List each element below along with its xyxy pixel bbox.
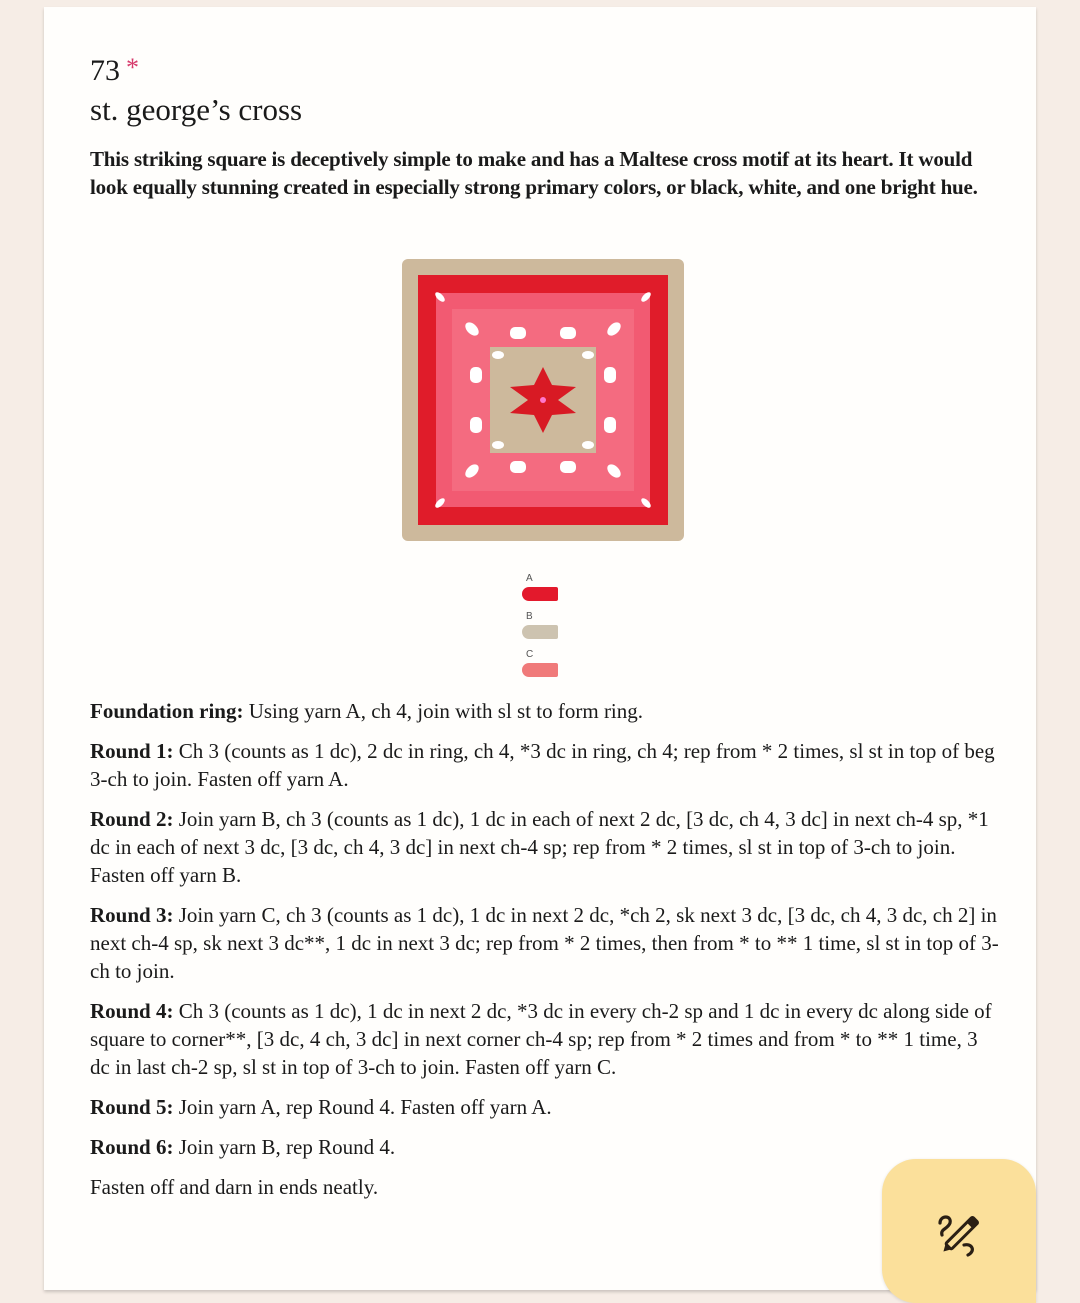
yarn-color-legend	[520, 573, 560, 687]
instruction-text: Ch 3 (counts as 1 dc), 1 dc in next 2 dc, *3 dc in every ch-2 sp and 1 dc in every dc along side of square to corner**, [3 dc, 4 ch, 3 dc] in next corner ch-4 sp; rep from * 2 times and from * to ** 1 time, 3 dc in last ch-2 sp, sl st in top of 3-ch to join. Fasten off yarn C.	[90, 999, 992, 1079]
instruction-round-5	[90, 1093, 1000, 1121]
instruction-label: Round 4:	[90, 999, 174, 1023]
instruction-round-2	[90, 805, 1000, 889]
yarn-c-label: C	[526, 649, 534, 660]
document-page	[44, 7, 1036, 1290]
crochet-square-photo	[400, 257, 686, 543]
yarn-b-swatch	[522, 625, 558, 639]
yarn-a-label: A	[526, 573, 533, 584]
instruction-label: Round 5:	[90, 1095, 174, 1119]
pattern-number-line	[90, 53, 139, 90]
instruction-text: Ch 3 (counts as 1 dc), 2 dc in ring, ch 4, *3 dc in ring, ch 4; rep from * 2 times, sl st in top of beg 3-ch to join. Fasten off yarn A.	[90, 739, 995, 791]
pattern-intro: This striking square is deceptively simple to make and has a Maltese cross motif at its heart. It would look equally stunning created in especially strong primary colors, or black, white, and one bright hue.	[90, 147, 978, 199]
draw-annotate-button[interactable]	[882, 1159, 1036, 1303]
instruction-foundation	[90, 697, 1000, 725]
instruction-round-6	[90, 1133, 1000, 1161]
draw-pen-icon	[934, 1211, 984, 1261]
instruction-text: Join yarn A, rep Round 4. Fasten off yarn A.	[173, 1095, 552, 1119]
instruction-label: Foundation ring:	[90, 699, 244, 723]
instruction-text: Using yarn A, ch 4, join with sl st to form ring.	[243, 699, 644, 723]
instruction-text: Join yarn C, ch 3 (counts as 1 dc), 1 dc in next 2 dc, *ch 2, sk next 3 dc, [3 dc, ch 4, 3 dc, ch 2] in next ch-4 sp, sk next 3 dc**, 1 dc in next 3 dc; rep from * 2 times, then from * to ** 1 time, sl st in top of 3-ch to join.	[90, 903, 999, 983]
instruction-label: Round 3:	[90, 903, 174, 927]
instruction-label: Round 2:	[90, 807, 174, 831]
instruction-round-1	[90, 737, 1000, 793]
pattern-number: 73	[90, 54, 120, 87]
instruction-text: Fasten off and darn in ends neatly.	[90, 1175, 379, 1199]
pattern-title: st. george’s cross	[90, 92, 303, 127]
yarn-a-swatch	[522, 587, 558, 601]
yarn-c-swatch	[522, 663, 558, 677]
instruction-label: Round 6:	[90, 1135, 174, 1159]
difficulty-star-icon: *	[126, 53, 139, 82]
instruction-round-3	[90, 901, 1000, 985]
instruction-label: Round 1:	[90, 739, 174, 763]
instruction-finish	[90, 1173, 1000, 1201]
pattern-instructions	[90, 697, 1000, 1213]
instruction-round-4	[90, 997, 1000, 1081]
instruction-text: Join yarn B, rep Round 4.	[173, 1135, 396, 1159]
yarn-b-label: B	[526, 611, 533, 622]
instruction-text: Join yarn B, ch 3 (counts as 1 dc), 1 dc in each of next 2 dc, [3 dc, ch 4, 3 dc] in next ch-4 sp, *1 dc in each of next 3 dc, [3 dc, ch 4, 3 dc] in next ch-4 sp; rep from * 2 times, sl st in top of 3-ch to join. Fasten off yarn B.	[90, 807, 989, 887]
